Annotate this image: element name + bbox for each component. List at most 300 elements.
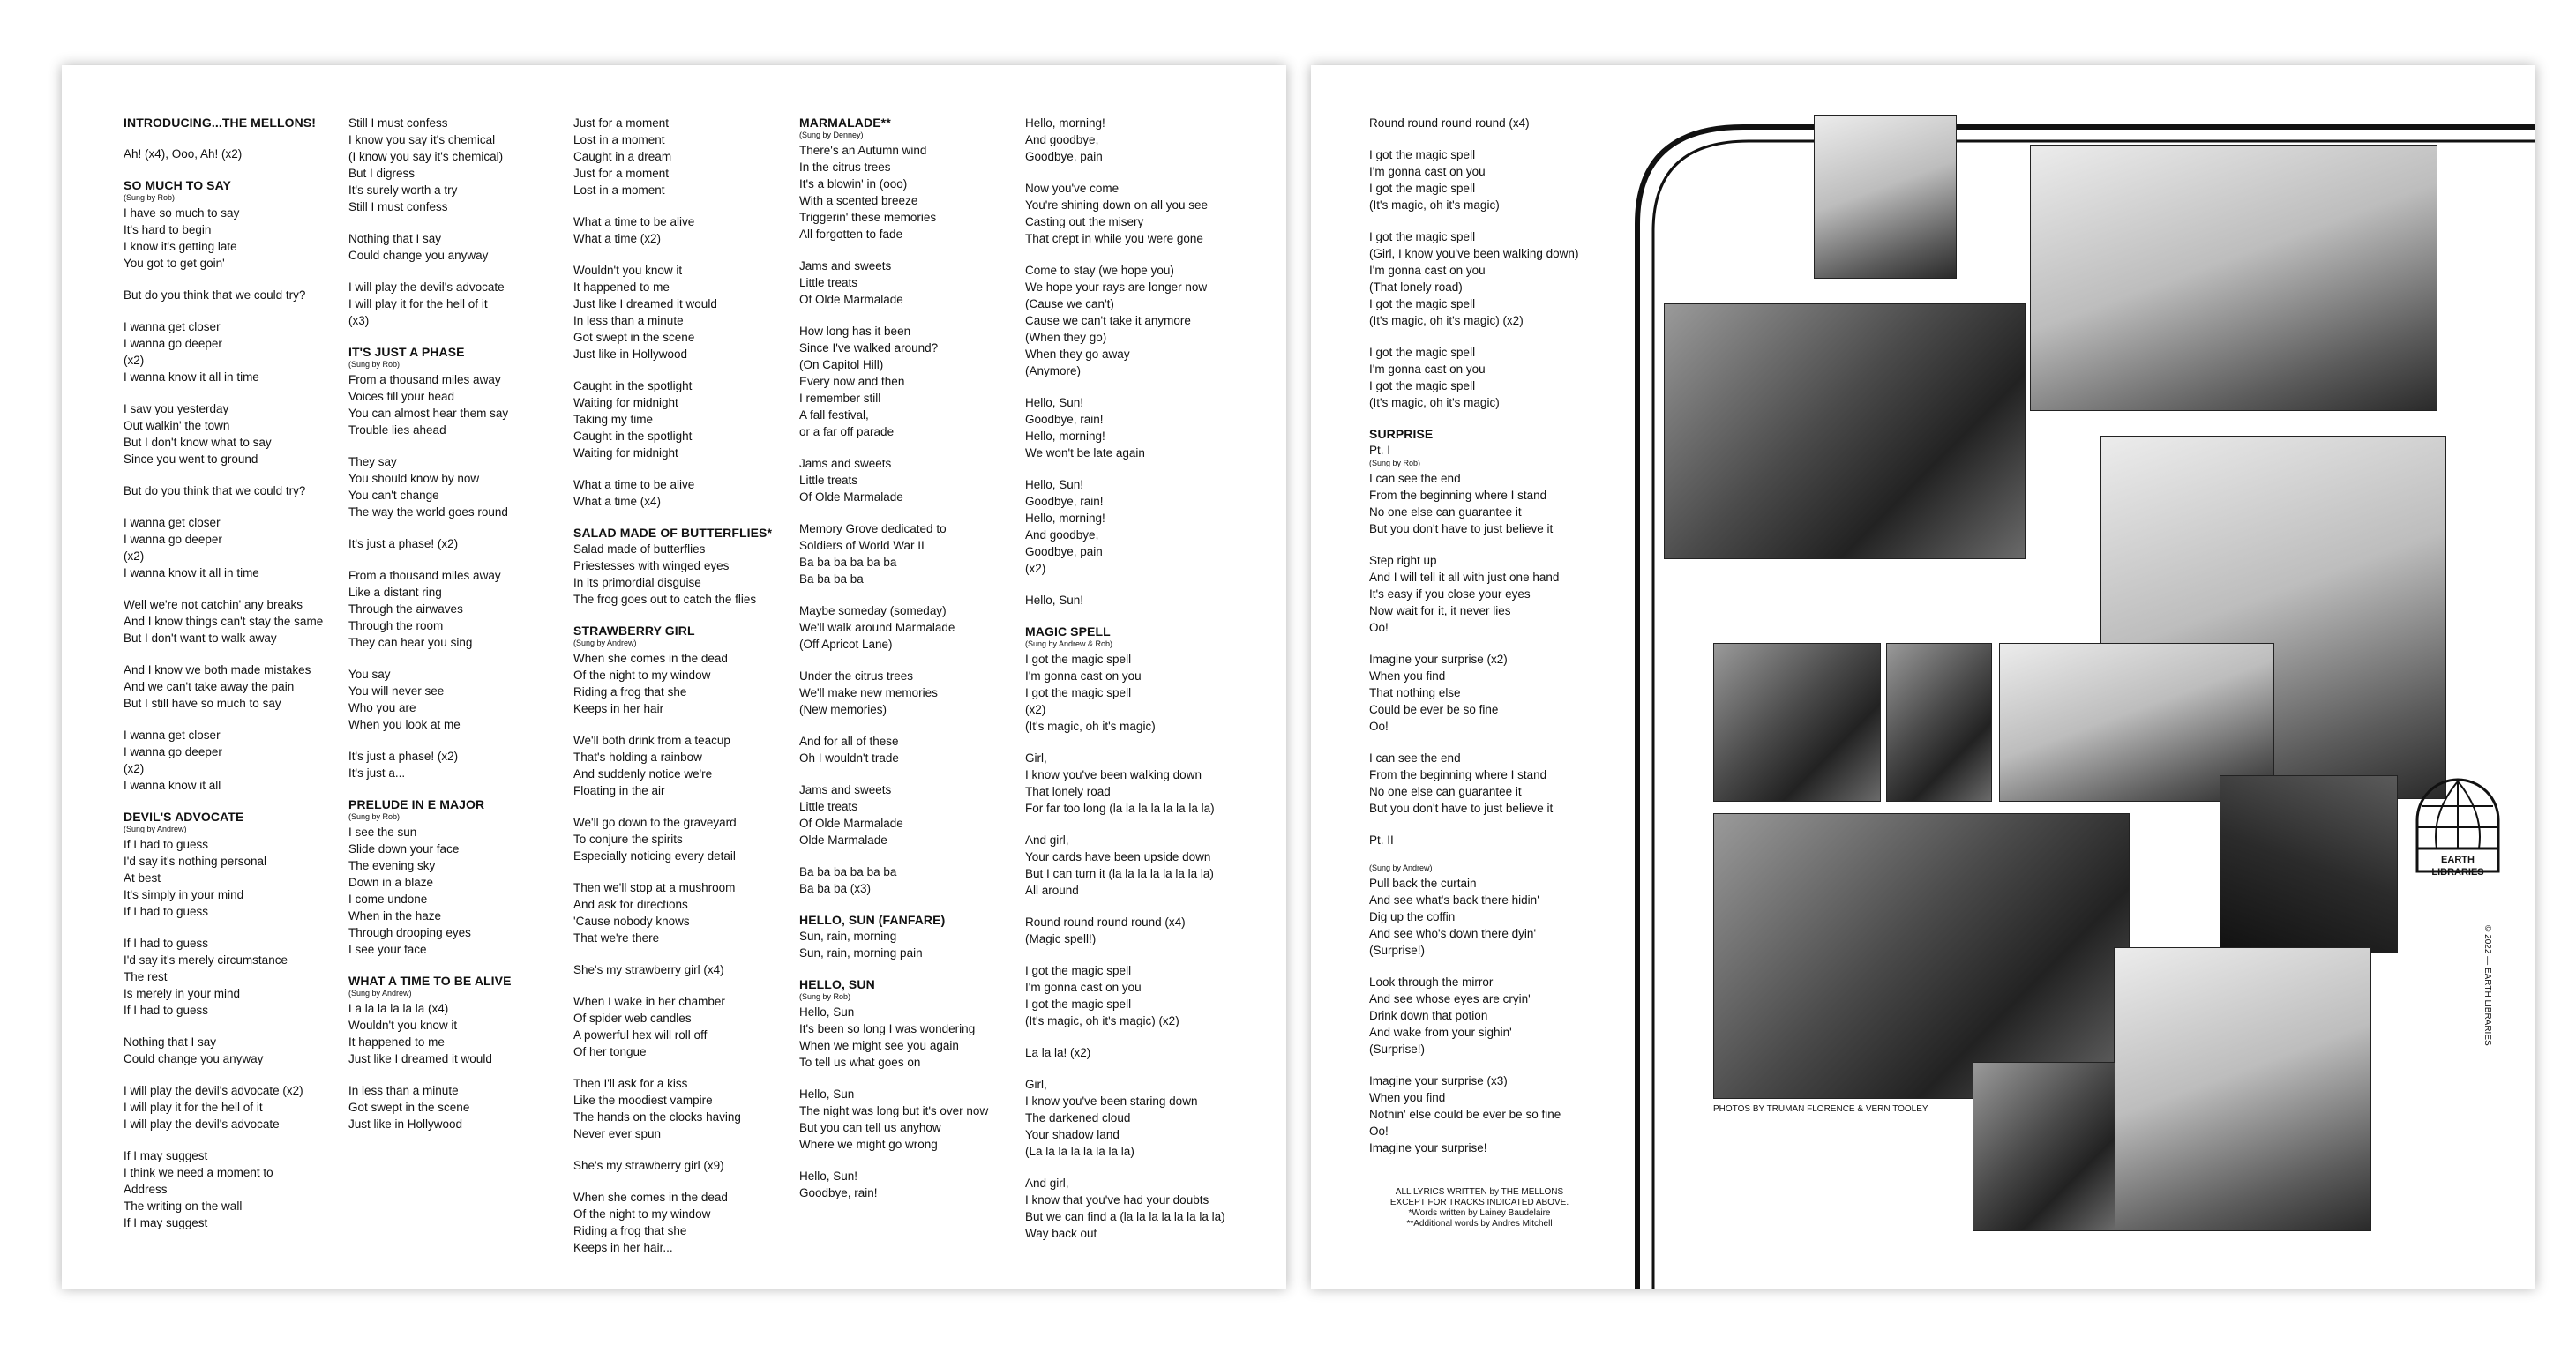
footnote-line: *Words written by Lainey Baudelaire xyxy=(1408,1208,1551,1218)
lyric-line: The night was long but it's over now xyxy=(799,1104,989,1117)
lyric-line: I got the magic spell xyxy=(1369,230,1476,243)
lyric-line: Waiting for midnight xyxy=(573,396,678,409)
lyric-line: Imagine your surprise! xyxy=(1369,1141,1487,1154)
lyric-block xyxy=(573,732,796,799)
lyric-line: Of Olde Marmalade xyxy=(799,490,903,504)
lyric-line: It's surely worth a try xyxy=(348,183,458,197)
lyric-line: And suddenly notice we're xyxy=(573,767,713,781)
lyric-line: Hello, Sun! xyxy=(1025,594,1084,607)
lyric-line: Look through the mirror xyxy=(1369,975,1494,989)
lyric-line: You should know by now xyxy=(348,472,480,485)
lyric-line: I see your face xyxy=(348,943,427,956)
lyric-block xyxy=(799,912,1022,961)
lyric-line: Since you went to ground xyxy=(124,452,258,466)
song-title: WHAT A TIME TO BE ALIVE xyxy=(348,974,512,988)
lyric-line: Riding a frog that she xyxy=(573,1224,687,1237)
lyric-block xyxy=(573,961,796,978)
lyric-line: Sun, rain, morning pain xyxy=(799,946,923,960)
singer-credit: (Sung by Rob) xyxy=(124,193,176,202)
lyric-line: And I will tell it all with just one hand xyxy=(1369,571,1560,584)
song-title: SURPRISE xyxy=(1369,427,1434,441)
lyric-line: Casting out the misery xyxy=(1025,215,1144,228)
lyric-line: Just for a moment xyxy=(573,167,670,180)
lyric-line: Keeps in her hair xyxy=(573,702,664,715)
lyric-line: (Surprise!) xyxy=(1369,1042,1426,1056)
lyric-line: (On Capitol Hill) xyxy=(799,358,884,371)
lyric-line: I got the magic spell xyxy=(1025,653,1132,666)
lyric-line: I come undone xyxy=(348,893,428,906)
lyric-line: It's hard to begin xyxy=(124,223,212,236)
lyric-line: Sun, rain, morning xyxy=(799,930,897,943)
photo-band-member-peeking xyxy=(1886,643,1992,802)
lyric-line: That crept in while you were gone xyxy=(1025,232,1203,245)
lyric-line: Of spider web candles xyxy=(573,1012,692,1025)
lyric-line: Never ever spun xyxy=(573,1127,662,1140)
lyric-line: No one else can guarantee it xyxy=(1369,505,1522,519)
copyright-text: © 2022 — EARTH LIBRARIES xyxy=(2482,925,2492,1046)
lyric-line: And for all of these xyxy=(799,735,899,748)
lyric-block xyxy=(573,1157,796,1174)
lyric-line: Now you've come xyxy=(1025,182,1120,195)
lyric-block xyxy=(348,666,571,733)
lyric-block xyxy=(1025,592,1247,609)
lyric-line: I wanna go deeper xyxy=(124,337,222,350)
lyric-line: I wanna get closer xyxy=(124,516,221,529)
lyric-line: Goodbye, rain! xyxy=(1025,413,1104,426)
lyric-line: I can see the end xyxy=(1369,472,1461,485)
singer-credit: (Sung by Andrew) xyxy=(124,825,187,833)
lyric-block xyxy=(1025,1044,1247,1061)
lyric-block xyxy=(573,525,796,608)
lyric-block xyxy=(124,661,346,712)
lyric-block xyxy=(573,993,796,1060)
lyric-block xyxy=(124,727,346,794)
lyric-line: I got the magic spell xyxy=(1025,686,1132,699)
lyric-block xyxy=(1369,459,1607,537)
lyric-block xyxy=(1025,962,1247,1029)
lyric-line: Taking my time xyxy=(573,413,654,426)
lyric-line: We won't be late again xyxy=(1025,446,1145,460)
lyric-line: No one else can guarantee it xyxy=(1369,785,1522,798)
lyric-line: (x2) xyxy=(124,762,145,775)
photo-band-group-portrait xyxy=(1664,303,2026,559)
lyric-line: I have so much to say xyxy=(124,206,240,220)
lyric-line: It's just a phase! (x2) xyxy=(348,750,459,763)
song-title: STRAWBERRY GIRL xyxy=(573,624,695,638)
lyric-line: (It's magic, oh it's magic) xyxy=(1369,198,1500,212)
lyric-line: Caught in the spotlight xyxy=(573,430,693,443)
lyric-line: And see what's back there hidin' xyxy=(1369,893,1539,907)
lyric-line: Girl, xyxy=(1025,1078,1047,1091)
label-name: EARTH LIBRARIES xyxy=(2431,855,2484,878)
lyric-line: Little treats xyxy=(799,276,858,289)
lyric-line: Of the night to my window xyxy=(573,669,711,682)
lyric-line: The way the world goes round xyxy=(348,505,508,519)
lyric-line: I saw you yesterday xyxy=(124,402,229,415)
lyrics-column-6 xyxy=(1369,115,1607,1171)
lyric-line: Round round round round (x4) xyxy=(1369,116,1530,130)
lyric-line: If I had to guess xyxy=(124,1004,209,1017)
singer-credit: (Sung by Andrew) xyxy=(348,989,412,998)
lyric-line: Step right up xyxy=(1369,554,1437,567)
singer-credit: (Sung by Rob) xyxy=(348,360,401,369)
lyric-line: She's my strawberry girl (x9) xyxy=(573,1159,724,1172)
song-title: HELLO, SUN (FANFARE) xyxy=(799,913,946,927)
lyric-line: Wouldn't you know it xyxy=(348,1019,458,1032)
lyric-line: Address xyxy=(124,1183,168,1196)
lyric-line: And goodbye, xyxy=(1025,133,1099,146)
lyric-block xyxy=(124,1082,346,1132)
lyric-line: Where we might go wrong xyxy=(799,1138,938,1151)
lyric-block xyxy=(348,230,571,264)
lyric-line: But do you think that we could try? xyxy=(124,288,306,302)
lyric-line: Pull back the curtain xyxy=(1369,877,1477,890)
lyric-line: The evening sky xyxy=(348,859,436,872)
lyric-line: Just like I dreamed it would xyxy=(573,297,717,310)
song-title: HELLO, SUN xyxy=(799,977,875,991)
lyric-block xyxy=(1025,750,1247,817)
lyric-line: It's just a phase! (x2) xyxy=(348,537,459,550)
lyric-line: Voices fill your head xyxy=(348,390,455,403)
lyric-line: And ask for directions xyxy=(573,898,688,911)
lyric-line: I know it's getting late xyxy=(124,240,237,253)
lyric-line: La la la la la la (x4) xyxy=(348,1002,449,1015)
lyric-line: We'll make new memories xyxy=(799,686,938,699)
lyric-block xyxy=(348,279,571,329)
lyric-line: or a far off parade xyxy=(799,425,895,438)
lyric-line: When you find xyxy=(1369,669,1446,683)
lyric-line: And goodbye, xyxy=(1025,528,1099,542)
lyric-block xyxy=(799,781,1022,848)
lyric-line: And girl, xyxy=(1025,1177,1069,1190)
lyric-block xyxy=(1369,750,1607,817)
lyric-block xyxy=(1369,344,1607,411)
lyric-block xyxy=(124,1147,346,1231)
footnote-line: EXCEPT FOR TRACKS INDICATED ABOVE. xyxy=(1389,1198,1569,1207)
lyric-line: Ba ba ba (x3) xyxy=(799,882,872,895)
lyric-line: (New memories) xyxy=(799,703,887,716)
lyric-line: Lost in a moment xyxy=(573,133,665,146)
lyric-line: I see the sun xyxy=(348,826,417,839)
lyric-line: I wanna get closer xyxy=(124,320,221,333)
lyric-line: (La la la la la la la la) xyxy=(1025,1145,1134,1158)
photo-band-member-closeup xyxy=(2220,775,2398,953)
lyric-block xyxy=(573,377,796,461)
lyric-block xyxy=(124,596,346,646)
lyric-line: From a thousand miles away xyxy=(348,569,501,582)
lyric-line: Cause we can't take it anymore xyxy=(1025,314,1191,327)
lyric-line: Salad made of butterflies xyxy=(573,542,706,556)
lyric-line: I wanna go deeper xyxy=(124,745,222,758)
lyric-line: Of Olde Marmalade xyxy=(799,817,903,830)
song-title: SALAD MADE OF BUTTERFLIES* xyxy=(573,526,773,540)
lyric-line: Goodbye, rain! xyxy=(799,1186,878,1199)
lyric-line: I wanna get closer xyxy=(124,729,221,742)
lyric-line: That lonely road xyxy=(1025,785,1111,798)
lyric-block xyxy=(573,262,796,362)
lyric-line: I will play it for the hell of it xyxy=(124,1101,263,1114)
lyric-line: How long has it been xyxy=(799,325,911,338)
lyric-block xyxy=(799,976,1022,1071)
lyric-block xyxy=(1025,262,1247,379)
lyric-line: Of the night to my window xyxy=(573,1207,711,1221)
lyric-line: Girl, xyxy=(1025,751,1047,765)
lyric-block xyxy=(573,814,796,864)
lyric-line: Since I've walked around? xyxy=(799,341,939,355)
photo-band-member-jacket xyxy=(1973,1062,2115,1231)
lyric-line: Little treats xyxy=(799,474,858,487)
lyric-line: I wanna know it all xyxy=(124,779,221,792)
lyric-line: Hello, Sun! xyxy=(1025,396,1084,409)
lyric-line: What a time (x2) xyxy=(573,232,662,245)
lyric-block xyxy=(573,623,796,717)
lyric-line: Just like in Hollywood xyxy=(573,347,688,361)
lyric-line: Still I must confess xyxy=(348,200,448,213)
lyric-block xyxy=(799,455,1022,505)
lyric-line: (Off Apricot Lane) xyxy=(799,638,893,651)
lyric-line: It's easy if you close your eyes xyxy=(1369,587,1531,601)
lyric-line: Ba ba ba ba ba ba xyxy=(799,556,897,569)
lyric-block xyxy=(124,177,346,272)
lyric-block xyxy=(1369,426,1607,459)
lyric-block xyxy=(348,535,571,552)
lyric-line: I wanna know it all in time xyxy=(124,566,259,579)
lyric-line: When we might see you again xyxy=(799,1039,959,1052)
lyric-line: But I don't know what to say xyxy=(124,436,272,449)
lyric-line: We hope your rays are longer now xyxy=(1025,280,1208,294)
lyric-block xyxy=(799,668,1022,718)
photo-band-members-hats xyxy=(1713,643,1881,802)
globe-icon xyxy=(2414,778,2502,910)
lyric-line: When she comes in the dead xyxy=(573,1191,728,1204)
lyric-line: When she comes in the dead xyxy=(573,652,728,665)
lyric-line: Got swept in the scene xyxy=(573,331,695,344)
lyric-line: When you look at me xyxy=(348,718,461,731)
lyric-block xyxy=(573,115,796,198)
lyric-line: You can't change xyxy=(348,489,439,502)
lyric-block xyxy=(799,1086,1022,1153)
lyric-block xyxy=(348,973,571,1067)
singer-credit: (Sung by Denney) xyxy=(799,131,864,139)
lyric-line: Of Olde Marmalade xyxy=(799,293,903,306)
lyric-line: And I know things can't stay the same xyxy=(124,615,324,628)
lyric-line: Still I must confess xyxy=(348,116,448,130)
lyric-line: What a time (x4) xyxy=(573,495,662,508)
lyric-line: You say xyxy=(348,668,391,681)
lyric-line: I remember still xyxy=(799,392,881,405)
lyric-line: Is merely in your mind xyxy=(124,987,241,1000)
lyrics-column-4 xyxy=(799,115,1022,1216)
lyric-line: Through the airwaves xyxy=(348,602,463,616)
lyric-line: Soldiers of World War II xyxy=(799,539,925,552)
lyric-block xyxy=(348,1082,571,1132)
lyrics-column-3 xyxy=(573,115,796,1271)
lyric-line: Goodbye, pain xyxy=(1025,545,1103,558)
lyric-line: I'm gonna cast on you xyxy=(1025,981,1142,994)
lyric-line: When in the haze xyxy=(348,909,442,923)
lyric-line: You can almost hear them say xyxy=(348,407,509,420)
lyric-line: From a thousand miles away xyxy=(348,373,501,386)
lyric-line: I'm gonna cast on you xyxy=(1369,165,1486,178)
lyric-line: The rest xyxy=(124,970,168,983)
lyric-line: I know you've been walking down xyxy=(1025,768,1202,781)
lyric-line: I got the magic spell xyxy=(1369,148,1476,161)
lyric-line: Oh I wouldn't trade xyxy=(799,751,899,765)
lyric-line: I'd say it's merely circumstance xyxy=(124,953,288,967)
lyric-block xyxy=(124,935,346,1019)
lyric-line: A powerful hex will roll off xyxy=(573,1028,708,1042)
lyric-block xyxy=(799,1168,1022,1201)
footnotes xyxy=(1369,1187,1590,1229)
lyric-line: It's just a... xyxy=(348,766,406,780)
lyric-line: (x3) xyxy=(348,314,370,327)
lyric-line: I will play the devil's advocate (x2) xyxy=(124,1084,303,1097)
lyric-line: Oo! xyxy=(1369,720,1389,733)
lyric-block xyxy=(348,115,571,215)
lyric-line: Waiting for midnight xyxy=(573,446,678,460)
lyric-line: Nothing that I say xyxy=(124,1035,217,1049)
lyric-block xyxy=(348,748,571,781)
lyric-block xyxy=(573,476,796,510)
lyric-block xyxy=(573,879,796,946)
lyric-line: Oo! xyxy=(1369,1125,1389,1138)
lyric-line: Ba ba ba ba ba ba xyxy=(799,865,897,878)
photo-band-walking-field xyxy=(1713,813,2130,1099)
lyric-block xyxy=(1369,863,1607,959)
lyric-line: (That lonely road) xyxy=(1369,280,1463,294)
lyric-line: From the beginning where I stand xyxy=(1369,768,1547,781)
lyric-line: You're shining down on all you see xyxy=(1025,198,1208,212)
lyric-line: Imagine your surprise (x3) xyxy=(1369,1074,1508,1087)
lyric-line: Pt. I xyxy=(1369,444,1391,457)
lyric-line: At best xyxy=(124,871,161,885)
lyric-line: I'm gonna cast on you xyxy=(1025,669,1142,683)
lyric-block xyxy=(799,115,1022,243)
lyric-block xyxy=(1369,115,1607,131)
lyric-line: Pt. II xyxy=(1369,833,1394,847)
lyric-block xyxy=(573,1075,796,1142)
lyric-line: She's my strawberry girl (x4) xyxy=(573,963,724,976)
lyric-line: If I had to guess xyxy=(124,838,209,851)
lyric-line: Of her tongue xyxy=(573,1045,647,1058)
lyric-line: (Cause we can't) xyxy=(1025,297,1114,310)
lyric-line: All around xyxy=(1025,884,1079,897)
lyric-block xyxy=(1369,974,1607,1057)
lyric-line: Olde Marmalade xyxy=(799,833,887,847)
footnote-line: ALL LYRICS WRITTEN by THE MELLONS xyxy=(1395,1187,1564,1197)
lyric-line: For far too long (la la la la la la la la) xyxy=(1025,802,1215,815)
lyric-line: (It's magic, oh it's magic) (x2) xyxy=(1025,1014,1179,1027)
lyric-line: I will play the devil's advocate xyxy=(124,1117,280,1131)
lyric-line: Now wait for it, it never lies xyxy=(1369,604,1511,617)
lyric-line: Ah! (x4), Ooo, Ah! (x2) xyxy=(124,147,243,161)
lyric-line: Jams and sweets xyxy=(799,259,892,273)
photo-credits: PHOTOS BY TRUMAN FLORENCE & VERN TOOLEY xyxy=(1713,1104,1928,1114)
lyric-block xyxy=(1025,832,1247,899)
lyric-line: What a time to be alive xyxy=(573,215,695,228)
lyric-line: When they go away xyxy=(1025,347,1130,361)
singer-credit: (Sung by Rob) xyxy=(348,812,401,821)
singer-credit: (Sung by Andrew & Rob) xyxy=(1025,639,1113,648)
lyric-line: To conjure the spirits xyxy=(573,833,683,846)
lyric-line: It happened to me xyxy=(573,280,670,294)
lyric-line: But I digress xyxy=(348,167,416,180)
lyric-block xyxy=(124,146,346,162)
lyric-line: Could change you anyway xyxy=(348,249,489,262)
lyric-line: In its primordial disguise xyxy=(573,576,701,589)
lyric-line: Trouble lies ahead xyxy=(348,423,446,437)
lyric-block xyxy=(1369,1072,1607,1156)
lyric-line: If I may suggest xyxy=(124,1149,208,1162)
lyric-block xyxy=(124,809,346,920)
lyric-line: I got the magic spell xyxy=(1369,379,1476,392)
lyric-line: Priestesses with winged eyes xyxy=(573,559,730,572)
lyric-block xyxy=(799,323,1022,440)
lyric-line: Keeps in her hair... xyxy=(573,1241,673,1254)
lyric-line: I got the magic spell xyxy=(1369,182,1476,195)
lyric-block xyxy=(573,1189,796,1256)
lyric-line: Way back out xyxy=(1025,1227,1097,1240)
lyric-block xyxy=(1369,552,1607,636)
lyric-line: When I wake in her chamber xyxy=(573,995,725,1008)
lyric-line: It's a blowin' in (ooo) xyxy=(799,177,908,191)
lyric-block xyxy=(348,453,571,520)
lyric-line: Under the citrus trees xyxy=(799,669,914,683)
lyric-line: From the beginning where I stand xyxy=(1369,489,1547,502)
lyric-line: It happened to me xyxy=(348,1035,445,1049)
lyric-line: The darkened cloud xyxy=(1025,1111,1131,1125)
lyric-block xyxy=(1025,476,1247,577)
lyric-line: But you can tell us anyhow xyxy=(799,1121,941,1134)
lyric-line: But do you think that we could try? xyxy=(124,484,306,497)
lyric-line: But you don't have to just believe it xyxy=(1369,802,1554,815)
lyric-line: Jams and sweets xyxy=(799,457,892,470)
lyric-line: To tell us what goes on xyxy=(799,1056,921,1069)
lyric-line: Riding a frog that she xyxy=(573,685,687,699)
lyric-line: We'll go down to the graveyard xyxy=(573,816,737,829)
lyric-line: Then we'll stop at a mushroom xyxy=(573,881,736,894)
lyric-block xyxy=(1025,115,1247,165)
lyric-line: But you don't have to just believe it xyxy=(1369,522,1554,535)
lyric-line: Hello, Sun xyxy=(799,1005,855,1019)
lyric-block xyxy=(573,213,796,247)
lyric-line: I can see the end xyxy=(1369,751,1461,765)
lyric-line: Hello, morning! xyxy=(1025,430,1105,443)
lyric-block xyxy=(799,258,1022,308)
lyric-line: I got the magic spell xyxy=(1369,297,1476,310)
lyric-line: Goodbye, pain xyxy=(1025,150,1103,163)
lyric-line: And girl, xyxy=(1025,833,1069,847)
lyric-line: (x2) xyxy=(124,549,145,563)
song-title: IT'S JUST A PHASE xyxy=(348,345,465,359)
lyric-line: Just like in Hollywood xyxy=(348,1117,463,1131)
lyric-block xyxy=(124,318,346,385)
lyric-block xyxy=(799,733,1022,766)
lyric-block xyxy=(1025,624,1247,735)
lyrics-column-5 xyxy=(1025,115,1247,1257)
lyric-line: And wake from your sighin' xyxy=(1369,1026,1512,1039)
lyrics-column-1 xyxy=(124,115,346,1246)
lyric-block xyxy=(124,1034,346,1067)
lyric-block xyxy=(124,115,346,131)
lyric-line: Ba ba ba ba xyxy=(799,572,864,586)
lyric-line: (Girl, I know you've been walking down) xyxy=(1369,247,1579,260)
lyric-line: Who you are xyxy=(348,701,416,714)
lyric-line: And I know we both made mistakes xyxy=(124,663,311,676)
lyric-line: (x2) xyxy=(124,354,145,367)
lyric-block xyxy=(348,344,571,438)
lyric-line: But I still have so much to say xyxy=(124,697,281,710)
